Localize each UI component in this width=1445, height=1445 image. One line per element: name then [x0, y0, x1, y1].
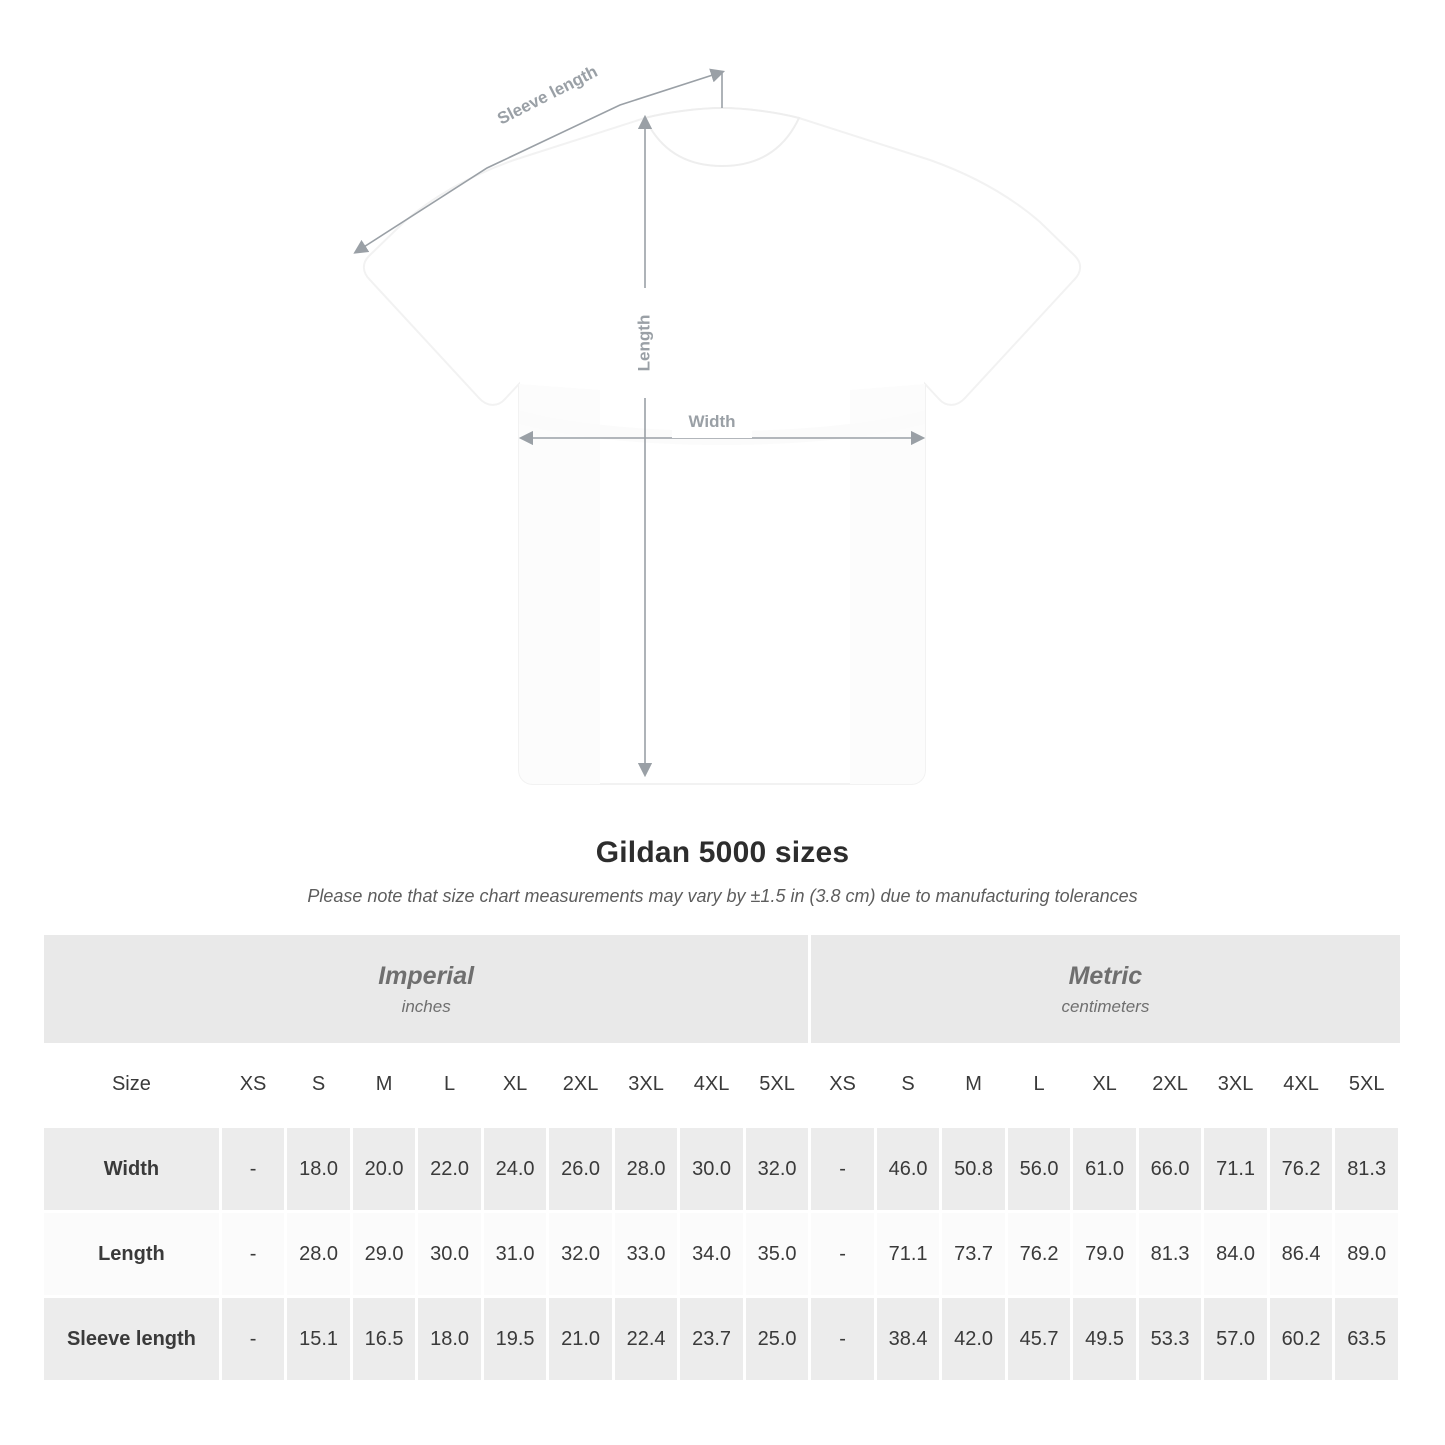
size-header-row — [44, 1043, 1400, 1127]
cell-sleeve-imperial-xl: 19.5 — [482, 1297, 548, 1382]
cell-sleeve-imperial-3xl: 22.4 — [613, 1297, 679, 1382]
cell-width-metric-l: 56.0 — [1006, 1127, 1072, 1212]
cell-sleeve-metric-xl: 49.5 — [1072, 1297, 1138, 1382]
size-header-label: Size — [44, 1043, 220, 1127]
size-header-metric-5xl: 5XL — [1334, 1043, 1400, 1127]
size-table — [44, 935, 1401, 1383]
cell-width-metric-5xl: 81.3 — [1334, 1127, 1400, 1212]
cell-length-imperial-m: 29.0 — [351, 1212, 417, 1297]
cell-length-imperial-4xl: 34.0 — [679, 1212, 745, 1297]
cell-length-imperial-s: 28.0 — [286, 1212, 352, 1297]
width-label: Width — [688, 412, 736, 431]
cell-width-imperial-xl: 24.0 — [482, 1127, 548, 1212]
cell-sleeve-imperial-2xl: 21.0 — [548, 1297, 614, 1382]
size-table-wrapper — [44, 935, 1401, 1383]
size-header-metric-xl: XL — [1072, 1043, 1138, 1127]
cell-width-metric-xl: 61.0 — [1072, 1127, 1138, 1212]
cell-width-imperial-4xl: 30.0 — [679, 1127, 745, 1212]
size-header-metric-4xl: 4XL — [1268, 1043, 1334, 1127]
size-header-metric-l: L — [1006, 1043, 1072, 1127]
cell-sleeve-metric-3xl: 57.0 — [1203, 1297, 1269, 1382]
cell-sleeve-metric-m: 42.0 — [941, 1297, 1007, 1382]
cell-width-metric-xs: - — [810, 1127, 876, 1212]
size-header-imperial-3xl: 3XL — [613, 1043, 679, 1127]
cell-width-imperial-2xl: 26.0 — [548, 1127, 614, 1212]
length-label: Length — [634, 314, 654, 372]
unit-group-imperial-sub: inches — [401, 996, 451, 1016]
cell-sleeve-imperial-5xl: 25.0 — [744, 1297, 810, 1382]
cell-length-metric-3xl: 84.0 — [1203, 1212, 1269, 1297]
sleeve-length-label: Sleeve length — [494, 61, 601, 129]
unit-group-imperial-name: Imperial — [378, 961, 475, 990]
cell-width-imperial-s: 18.0 — [286, 1127, 352, 1212]
cell-sleeve-imperial-s: 15.1 — [286, 1297, 352, 1382]
size-header-imperial-l: L — [417, 1043, 483, 1127]
cell-sleeve-imperial-l: 18.0 — [417, 1297, 483, 1382]
cell-length-imperial-l: 30.0 — [417, 1212, 483, 1297]
tshirt-shape — [364, 108, 1080, 784]
cell-sleeve-metric-4xl: 60.2 — [1268, 1297, 1334, 1382]
cell-length-imperial-xs: - — [220, 1212, 286, 1297]
unit-group-metric — [810, 935, 1400, 1043]
size-header-metric-s: S — [875, 1043, 941, 1127]
cell-length-metric-2xl: 81.3 — [1137, 1212, 1203, 1297]
table-row — [44, 1212, 1400, 1297]
cell-sleeve-metric-2xl: 53.3 — [1137, 1297, 1203, 1382]
cell-sleeve-imperial-xs: - — [220, 1297, 286, 1382]
cell-sleeve-metric-xs: - — [810, 1297, 876, 1382]
cell-width-metric-s: 46.0 — [875, 1127, 941, 1212]
row-label-sleeve-length: Sleeve length — [44, 1297, 220, 1382]
size-header-imperial-2xl: 2XL — [548, 1043, 614, 1127]
cell-width-imperial-xs: - — [220, 1127, 286, 1212]
cell-sleeve-imperial-m: 16.5 — [351, 1297, 417, 1382]
cell-length-metric-5xl: 89.0 — [1334, 1212, 1400, 1297]
cell-sleeve-imperial-4xl: 23.7 — [679, 1297, 745, 1382]
size-header-imperial-m: M — [351, 1043, 417, 1127]
unit-group-metric-sub: centimeters — [1061, 996, 1150, 1016]
cell-width-metric-2xl: 66.0 — [1137, 1127, 1203, 1212]
size-header-metric-m: M — [941, 1043, 1007, 1127]
cell-sleeve-metric-s: 38.4 — [875, 1297, 941, 1382]
cell-width-metric-3xl: 71.1 — [1203, 1127, 1269, 1212]
cell-width-metric-4xl: 76.2 — [1268, 1127, 1334, 1212]
cell-length-imperial-5xl: 35.0 — [744, 1212, 810, 1297]
cell-width-metric-m: 50.8 — [941, 1127, 1007, 1212]
size-header-metric-xs: XS — [810, 1043, 876, 1127]
row-label-length: Length — [44, 1212, 220, 1297]
size-header-imperial-4xl: 4XL — [679, 1043, 745, 1127]
size-header-imperial-s: S — [286, 1043, 352, 1127]
size-header-imperial-5xl: 5XL — [744, 1043, 810, 1127]
cell-length-imperial-2xl: 32.0 — [548, 1212, 614, 1297]
cell-length-metric-xs: - — [810, 1212, 876, 1297]
cell-length-metric-xl: 79.0 — [1072, 1212, 1138, 1297]
cell-width-imperial-l: 22.0 — [417, 1127, 483, 1212]
size-header-metric-3xl: 3XL — [1203, 1043, 1269, 1127]
size-header-imperial-xl: XL — [482, 1043, 548, 1127]
table-row — [44, 1297, 1400, 1382]
tolerance-note: Please note that size chart measurements may vary by ±1.5 in (3.8 cm) due to manufacturing tolerances — [307, 886, 1138, 906]
unit-group-row — [44, 935, 1400, 1043]
unit-group-imperial — [44, 935, 810, 1043]
cell-length-metric-4xl: 86.4 — [1268, 1212, 1334, 1297]
cell-sleeve-metric-5xl: 63.5 — [1334, 1297, 1400, 1382]
cell-length-imperial-3xl: 33.0 — [613, 1212, 679, 1297]
cell-width-imperial-5xl: 32.0 — [744, 1127, 810, 1212]
cell-length-metric-s: 71.1 — [875, 1212, 941, 1297]
page-title: Gildan 5000 sizes — [595, 836, 850, 869]
unit-group-metric-name: Metric — [1068, 961, 1143, 990]
cell-sleeve-metric-l: 45.7 — [1006, 1297, 1072, 1382]
row-label-width: Width — [44, 1127, 220, 1212]
cell-width-imperial-3xl: 28.0 — [613, 1127, 679, 1212]
title-block — [0, 836, 1445, 907]
size-header-imperial-xs: XS — [220, 1043, 286, 1127]
cell-length-metric-m: 73.7 — [941, 1212, 1007, 1297]
table-row — [44, 1127, 1400, 1212]
cell-length-imperial-xl: 31.0 — [482, 1212, 548, 1297]
cell-width-imperial-m: 20.0 — [351, 1127, 417, 1212]
cell-length-metric-l: 76.2 — [1006, 1212, 1072, 1297]
size-header-metric-2xl: 2XL — [1137, 1043, 1203, 1127]
